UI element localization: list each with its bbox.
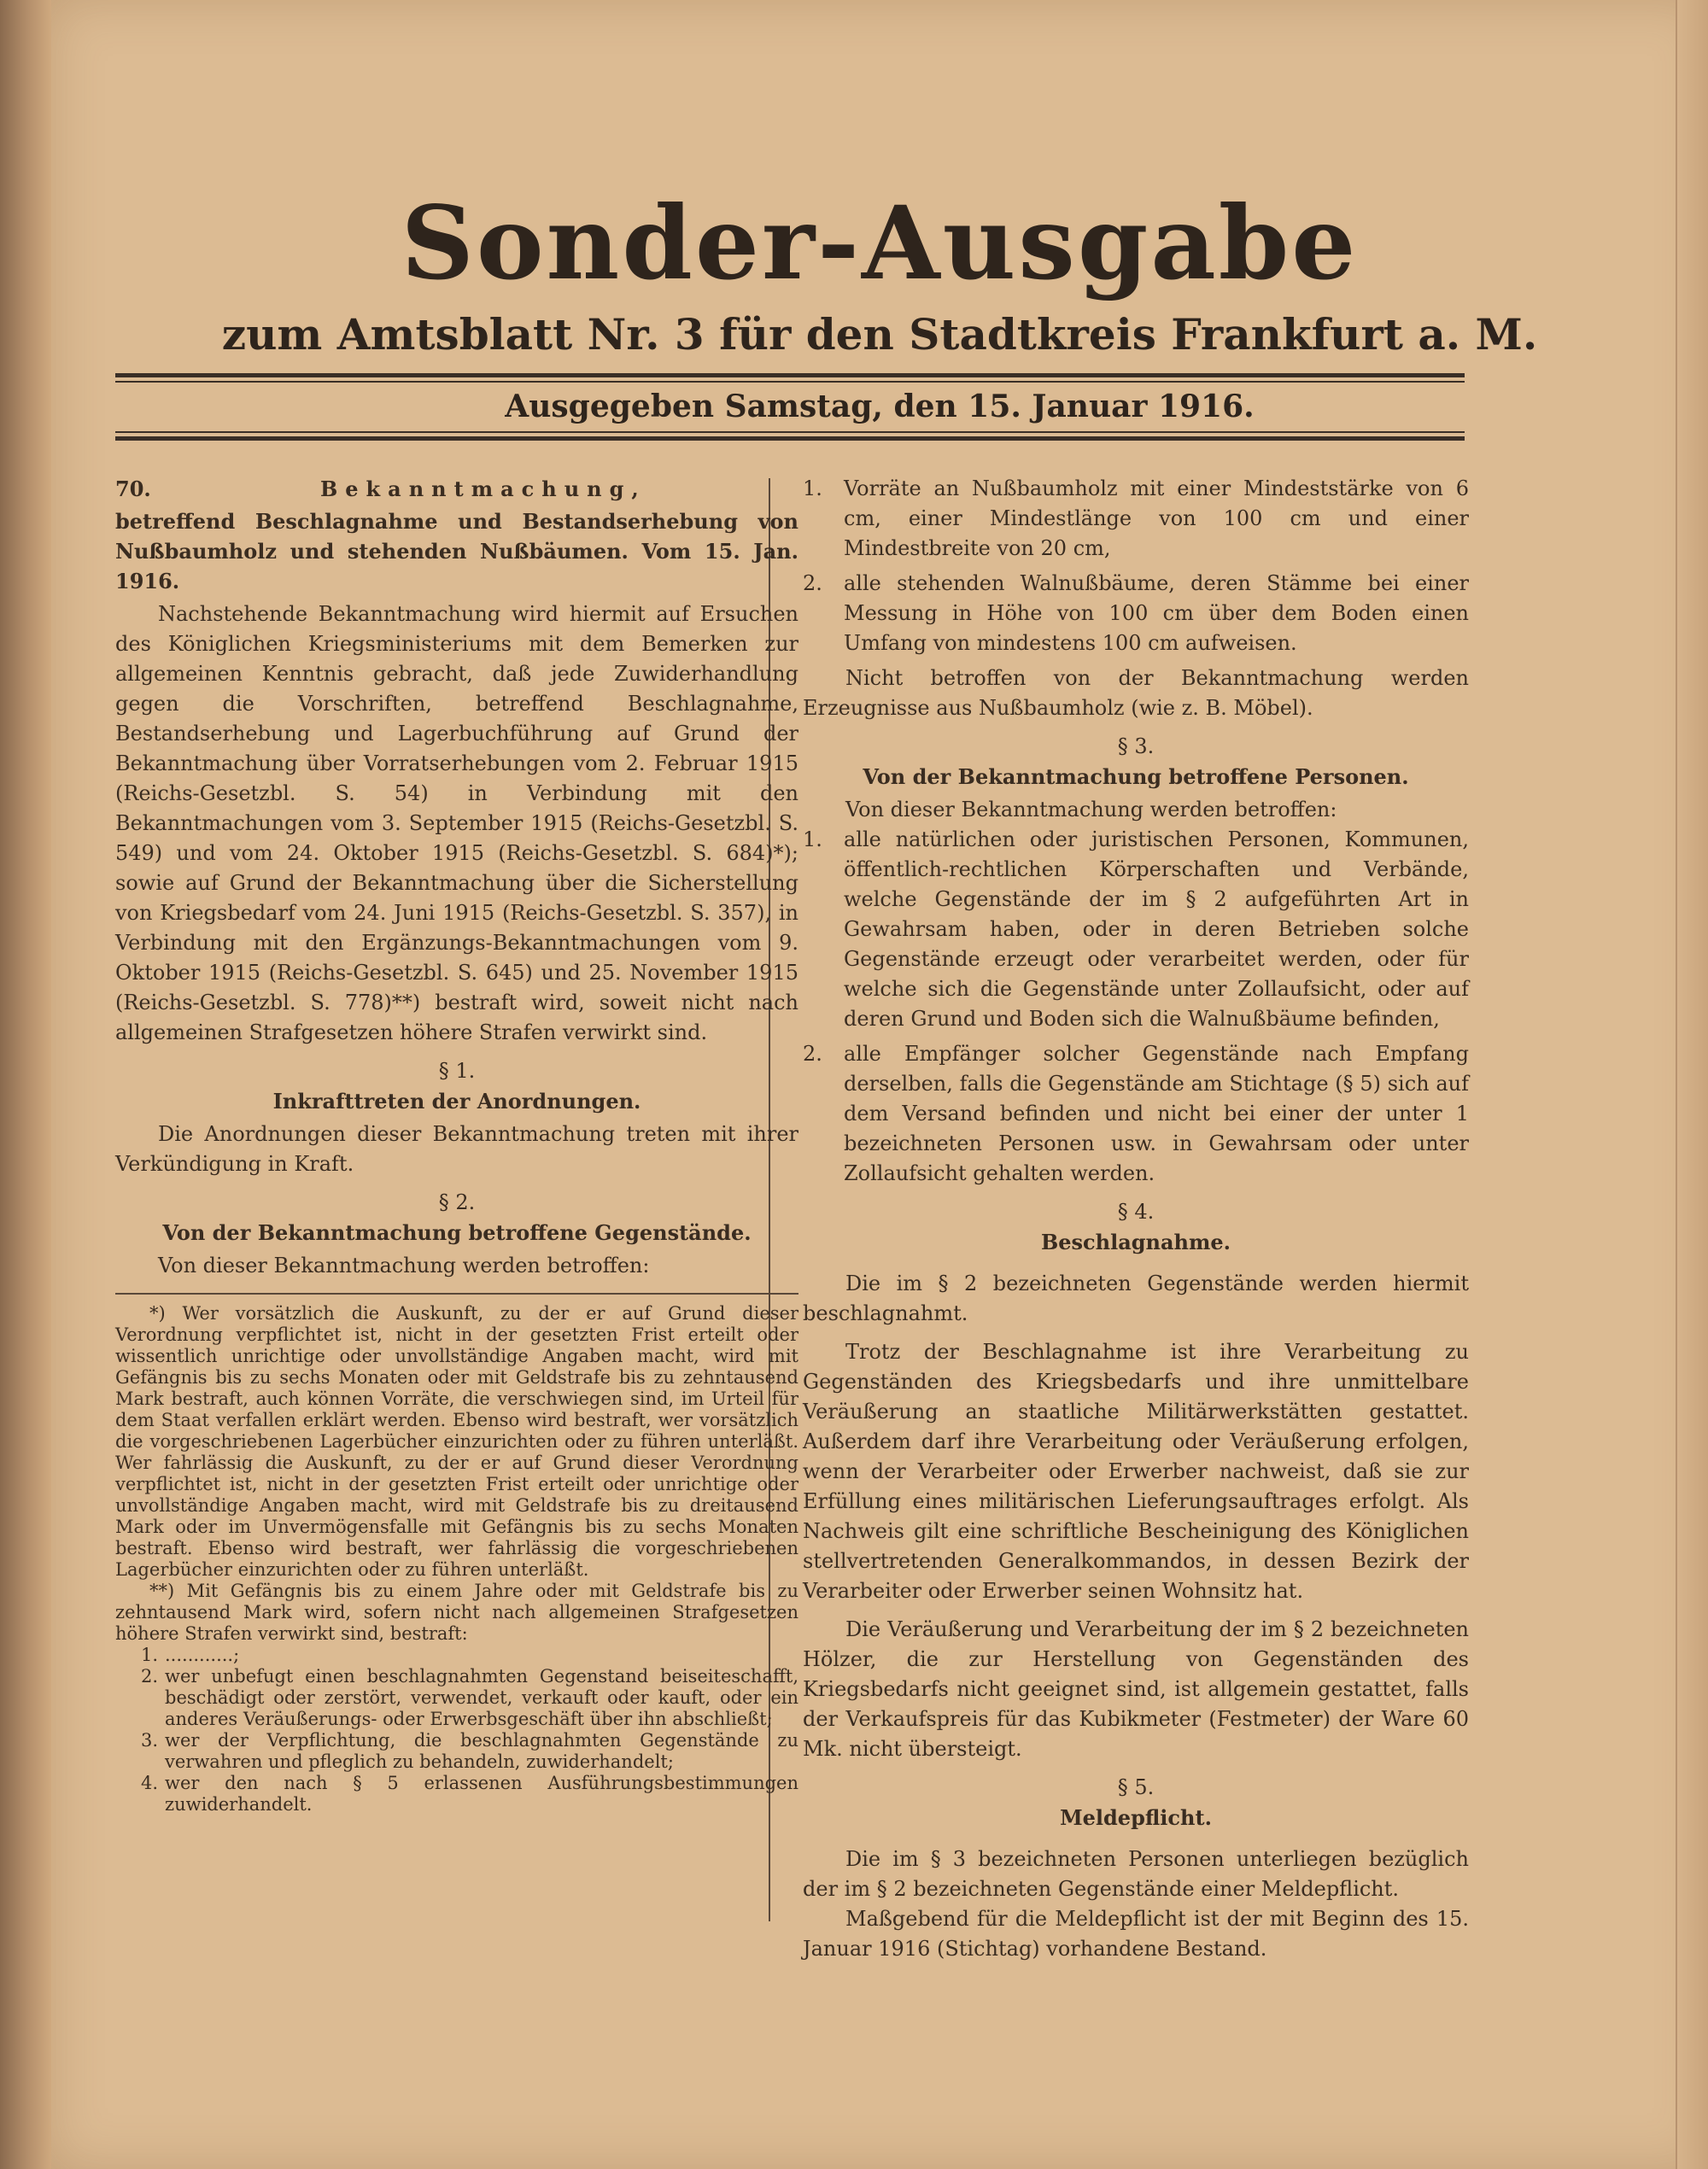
- footnote-1: *) Wer vorsätzlich die Auskunft, zu der er auf Grund dieser Verordnung verpflichtet ist, nicht in der gesetzten Frist erteilt oder wissentlich unrichtige oder unvollständige Angaben macht, wird mit Gefängnis bis zu sechs Monaten oder mit Geldstrafe bis zu zehntausend Mark bestraft, auch können Vorräte, die verschwiegen sind, im Urteil für dem Staat verfallen erklärt werden. Ebenso wird bestraft, wer vorsätzlich die vorgeschriebenen Lagerbücher einzurichten oder zu führen unterläßt. Wer fahrlässig die Auskunft, zu der er auf Grund dieser Verordnung verpflichtet ist, nicht in der gesetzten Frist erteilt oder unrichtige oder unvollständige Angaben macht, wird mit Geldstrafe bis zu dreitausend Mark oder im Unvermögensfalle mit Gefängnis bis zu sechs Monaten bestraft. Ebenso wird bestraft, wer fahrlässig die vorgeschriebenen Lagerbücher einzurichten oder zu führen unterläßt.: [115, 1303, 798, 1580]
- footnote-item: 1. ............;: [140, 1645, 240, 1665]
- section-2-number: § 2.: [438, 1190, 476, 1214]
- section-2-title: Von der Bekanntmachung betroffene Gegenstände.: [162, 1220, 752, 1245]
- footnote-item: 4. wer den nach § 5 erlassenen Ausführungsbestimmungen zuwiderhandelt.: [140, 1773, 798, 1815]
- section-4-paragraph: Die im § 2 bezeichneten Gegenstände werden hiermit beschlagnahmt.: [803, 1272, 1469, 1325]
- section-5-paragraph: Maßgebend für die Meldepflicht ist der mit Beginn des 15. Januar 1916 (Stichtag) vorhandene Bestand.: [803, 1907, 1469, 1961]
- section-4-number: § 4.: [1117, 1200, 1155, 1224]
- footnotes: [115, 1303, 798, 1815]
- footnote-rule: [115, 1293, 798, 1295]
- document-page: [51, 0, 1708, 2169]
- footnote-2: **) Mit Gefängnis bis zu einem Jahre oder mit Geldstrafe bis zu zehntausend Mark wird, sofern nicht nach allgemeinen Strafgesetzen höhere Strafen verwirkt sind, bestraft:: [115, 1581, 798, 1644]
- section-1-number: § 1.: [438, 1059, 476, 1083]
- section-3-text: Von dieser Bekanntmachung werden betroffen:: [845, 798, 1337, 821]
- footnote-item: 2. wer unbefugt einen beschlagnahmten Gegenstand beiseiteschafft, beschädigt oder zerstört, verwendet, verkauft oder kauft, oder ein anderes Veräußerungs- oder Erwerbsgeschäft über ihn abschließt;: [140, 1666, 798, 1729]
- section-3-number: § 3.: [1117, 734, 1155, 758]
- section-5-paragraph: Die im § 3 bezeichneten Personen unterliegen bezüglich der im § 2 bezeichneten Gegenstände einer Meldepflicht.: [803, 1847, 1469, 1901]
- masthead-title: Sonder-Ausgabe: [401, 184, 1359, 302]
- notice-intro: Nachstehende Bekanntmachung wird hiermit auf Ersuchen des Königlichen Kriegsministeriums mit dem Bemerken zur allgemeinen Kenntnis gebracht, daß jede Zuwiderhandlung gegen die Vorschriften, betreffend Beschlagnahme, Bestandserhebung und Lagerbuchführung auf Grund der Bekanntmachung über Vorratserhebungen vom 2. Februar 1915 (Reichs-Gesetzbl. S. 54) in Verbindung mit den Bekanntmachungen vom 3. September 1915 (Reichs-Gesetzbl. S. 549) und vom 24. Oktober 1915 (Reichs-Gesetzbl. S. 684)*); sowie auf Grund der Bekanntmachung über die Sicherstellung von Kriegsbedarf vom 24. Juni 1915 (Reichs-Gesetzbl. S. 357), in Verbindung mit den Ergänzungs-Bekanntmachungen vom 9. Oktober 1915 (Reichs-Gesetzbl. S. 645) und 25. November 1915 (Reichs-Gesetzbl. S. 778)**) bestraft wird, soweit nicht nach allgemeinen Strafgesetzen höhere Strafen verwirkt sind.: [115, 602, 798, 1044]
- section-2-text: Von dieser Bekanntmachung werden betroffen:: [158, 1254, 650, 1277]
- section-5-number: § 5.: [1117, 1775, 1155, 1799]
- section-4-title: Beschlagnahme.: [1040, 1230, 1231, 1254]
- right-column: [803, 474, 1469, 1964]
- notice-heading: [115, 474, 798, 505]
- list-item: 1. Vorräte an Nußbaumholz mit einer Mindeststärke von 6 cm, einer Mindestlänge von 100 cm und einer Mindestbreite von 20 cm,: [803, 476, 1469, 560]
- section-4-paragraph: Die Veräußerung und Verarbeitung der im § 2 bezeichneten Hölzer, die zur Herstellung von Gegenständen des Kriegsbedarfs nicht geeignet sind, ist allgemein gestattet, falls der Verkaufspreis für das Kubikmeter (Festmeter) der Ware 60 Mk. nicht übersteigt.: [803, 1617, 1469, 1761]
- section-4-paragraph: Trotz der Beschlagnahme ist ihre Verarbeitung zu Gegenständen des Kriegsbedarfs und ihre unmittelbare Veräußerung an staatliche Militärwerkstätten gestattet. Außerdem darf ihre Verarbeitung oder Veräußerung erfolgen, wenn der Verarbeiter oder Erwerber nachweist, daß sie zur Erfüllung eines militärischen Lieferungsauftrages erfolgt. Als Nachweis gilt eine schriftliche Bescheinigung des Königlichen stellvertretenden Generalkommandos, in dessen Bezirk der Verarbeiter oder Erwerber seinen Wohnsitz hat.: [803, 1340, 1469, 1603]
- section-1-text: Die Anordnungen dieser Bekanntmachung treten mit ihrer Verkündigung in Kraft.: [115, 1122, 798, 1176]
- notice-subject: betreffend Beschlagnahme und Bestandserhebung von Nußbaumholz und stehenden Nußbäumen. Vom 15. Jan. 1916.: [115, 509, 798, 593]
- masthead-rule: [115, 436, 1465, 441]
- section-5-title: Meldepflicht.: [1060, 1805, 1212, 1830]
- left-column: [115, 474, 798, 1815]
- section-2-note: Nicht betroffen von der Bekanntmachung werden Erzeugnisse aus Nußbaumholz (wie z. B. Möbel).: [803, 666, 1469, 720]
- masthead-rule: [115, 373, 1465, 377]
- section-3-title: Von der Bekanntmachung betroffene Personen.: [863, 764, 1409, 789]
- masthead-rule: [115, 381, 1465, 383]
- list-item: 1. alle natürlichen oder juristischen Personen, Kommunen, öffentlich-rechtlichen Körperschaften und Verbände, welche Gegenstände der im § 2 aufgeführten Art in Gewahrsam haben, oder in deren Betrieben solche Gegenstände erzeugt oder verarbeitet werden, oder für welche sich die Gegenstände unter Zollaufsicht, oder auf deren Grund und Boden sich die Walnußbäume befinden,: [803, 827, 1469, 1031]
- masthead-rule: [115, 431, 1465, 433]
- footnote-item: 3. wer der Verpflichtung, die beschlagnahmten Gegenstände zu verwahren und pfleglich zu behandeln, zuwiderhandelt;: [140, 1730, 798, 1772]
- section-1-title: Inkrafttreten der Anordnungen.: [272, 1089, 641, 1114]
- book-binding: [0, 0, 51, 2169]
- notice-title: Bekanntmachung,: [320, 476, 646, 501]
- list-item: 2. alle stehenden Walnußbäume, deren Stämme bei einer Messung in Höhe von 100 cm über dem Boden einen Umfang von mindestens 100 cm aufweisen.: [803, 571, 1469, 655]
- notice-number: 70.: [115, 476, 151, 501]
- issue-date: Ausgegeben Samstag, den 15. Januar 1916.: [505, 389, 1255, 424]
- masthead-subtitle: zum Amtsblatt Nr. 3 für den Stadtkreis Frankfurt a. M.: [221, 309, 1538, 360]
- list-item: 2. alle Empfänger solcher Gegenstände nach Empfang derselben, falls die Gegenstände am Stichtage (§ 5) sich auf dem Versand befinden und nicht bei einer der unter 1 bezeichneten Personen usw. in Gewahrsam oder unter Zollaufsicht gehalten werden.: [803, 1042, 1469, 1185]
